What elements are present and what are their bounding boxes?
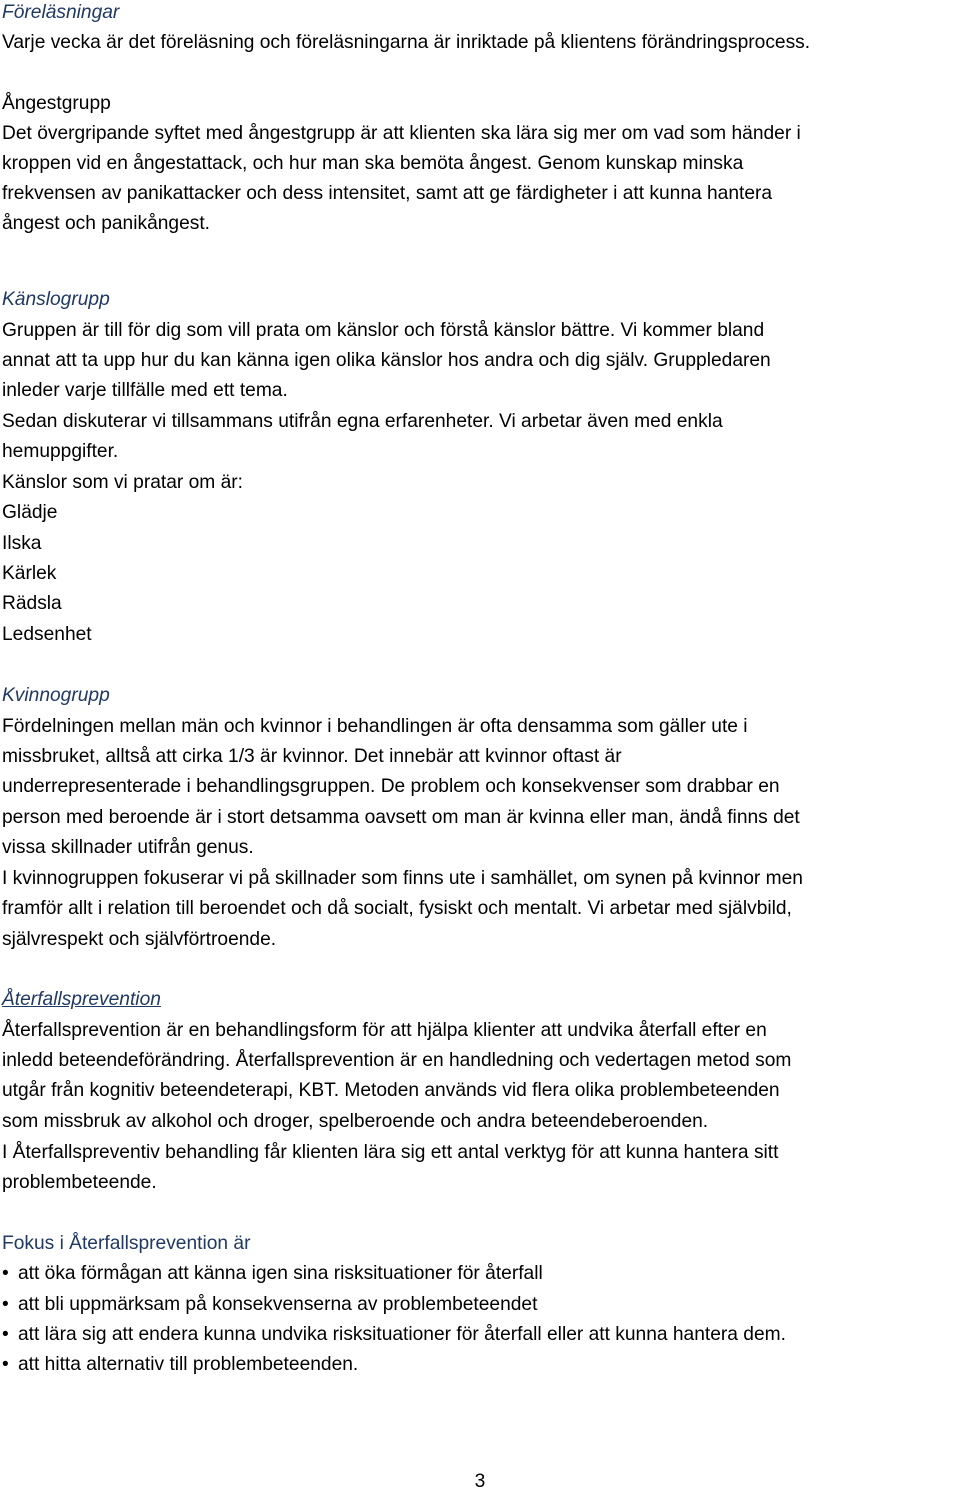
paragraph-line: som missbruk av alkohol och droger, spelberoende och andra beteendeberoenden. — [2, 1111, 709, 1132]
paragraph-line: problembeteende. — [2, 1172, 157, 1193]
bullet-item — [2, 1290, 952, 1320]
paragraph-line: kroppen vid en ångestattack, och hur man ska bemöta ångest. Genom kunskap minska — [2, 153, 744, 174]
emotion-item: Ledsenhet — [2, 624, 92, 645]
bullet-text: att bli uppmärksam på konsekvenserna av problembeteendet — [18, 1294, 538, 1315]
emotion-item: Glädje — [2, 502, 58, 523]
emotion-item: Rädsla — [2, 593, 62, 614]
bullet-text: att lära sig att endera kunna undvika risksituationer för återfall eller att kunna hantera dem. — [18, 1324, 786, 1345]
emotion-item: Ilska — [2, 533, 42, 554]
bullet-glyph: • — [2, 1354, 9, 1375]
paragraph-line: Det övergripande syftet med ångestgrupp är att klienten ska lära sig mer om vad som händer i — [2, 123, 801, 144]
heading-aterfallsprevention: Återfallsprevention — [2, 989, 161, 1010]
paragraph-line: framför allt i relation till beroendet och då socialt, fysiskt och mentalt. Vi arbetar med självbild, — [2, 898, 792, 919]
bullet-text: att öka förmågan att känna igen sina risksituationer för återfall — [18, 1263, 543, 1284]
paragraph-line: ångest och panikångest. — [2, 213, 211, 234]
emotion-item: Kärlek — [2, 563, 57, 584]
heading-forelasningar: Föreläsningar — [2, 2, 120, 23]
paragraph-line: missbruket, alltså att cirka 1/3 är kvinnor. Det innebär att kvinnor oftast är — [2, 746, 622, 767]
paragraph-line: Gruppen är till för dig som vill prata om känslor och förstå känslor bättre. Vi kommer bland — [2, 320, 765, 341]
paragraph-line: inledd beteendeförändring. Återfallsprevention är en handledning och vedertagen metod som — [2, 1050, 792, 1071]
paragraph-line: självrespekt och självförtroende. — [2, 929, 277, 950]
bullet-item — [2, 1320, 952, 1350]
bullet-item — [2, 1259, 952, 1289]
paragraph-line: annat att ta upp hur du kan känna igen olika känslor hos andra och dig själv. Gruppledaren — [2, 350, 771, 371]
bullet-glyph: • — [2, 1263, 9, 1284]
paragraph-line: utgår från kognitiv beteendeterapi, KBT. Metoden används vid flera olika problembeteenden — [2, 1080, 780, 1101]
paragraph-line: Varje vecka är det föreläsning och föreläsningarna är inriktade på klientens förändringsprocess. — [2, 32, 811, 53]
paragraph-line: inleder varje tillfälle med ett tema. — [2, 380, 288, 401]
paragraph-line: Återfallsprevention är en behandlingsform för att hjälpa klienter att undvika återfall efter en — [2, 1020, 767, 1041]
bullet-glyph: • — [2, 1324, 9, 1345]
paragraph-line: underrepresenterade i behandlingsgruppen. De problem och konsekvenser som drabbar en — [2, 776, 780, 797]
paragraph-line: hemuppgifter. — [2, 441, 119, 462]
heading-kanslogrupp: Känslogrupp — [2, 289, 110, 310]
heading-angestgrupp: Ångestgrupp — [2, 93, 111, 114]
paragraph-line: Sedan diskuterar vi tillsammans utifrån egna erfarenheter. Vi arbetar även med enkla — [2, 411, 723, 432]
paragraph-line: I Återfallspreventiv behandling får klienten lära sig ett antal verktyg för att kunna hantera sitt — [2, 1142, 779, 1163]
heading-fokus: Fokus i Återfallsprevention är — [2, 1233, 251, 1254]
paragraph-line: person med beroende är i stort detsamma oavsett om man är kvinna eller man, ändå finns det — [2, 807, 800, 828]
bullet-glyph: • — [2, 1294, 9, 1315]
bullet-item — [2, 1350, 952, 1380]
paragraph-line: Känslor som vi pratar om är: — [2, 472, 243, 493]
page-number: 3 — [474, 1471, 486, 1492]
paragraph-line: Fördelningen mellan män och kvinnor i behandlingen är ofta densamma som gäller ute i — [2, 716, 748, 737]
bullet-text: att hitta alternativ till problembeteenden. — [18, 1354, 359, 1375]
paragraph-line: frekvensen av panikattacker och dess intensitet, samt att ge färdigheter i att kunna hantera — [2, 183, 773, 204]
paragraph-line: vissa skillnader utifrån genus. — [2, 837, 254, 858]
paragraph-line: I kvinnogruppen fokuserar vi på skillnader som finns ute i samhället, om synen på kvinnor men — [2, 868, 803, 889]
heading-kvinnogrupp: Kvinnogrupp — [2, 685, 110, 706]
